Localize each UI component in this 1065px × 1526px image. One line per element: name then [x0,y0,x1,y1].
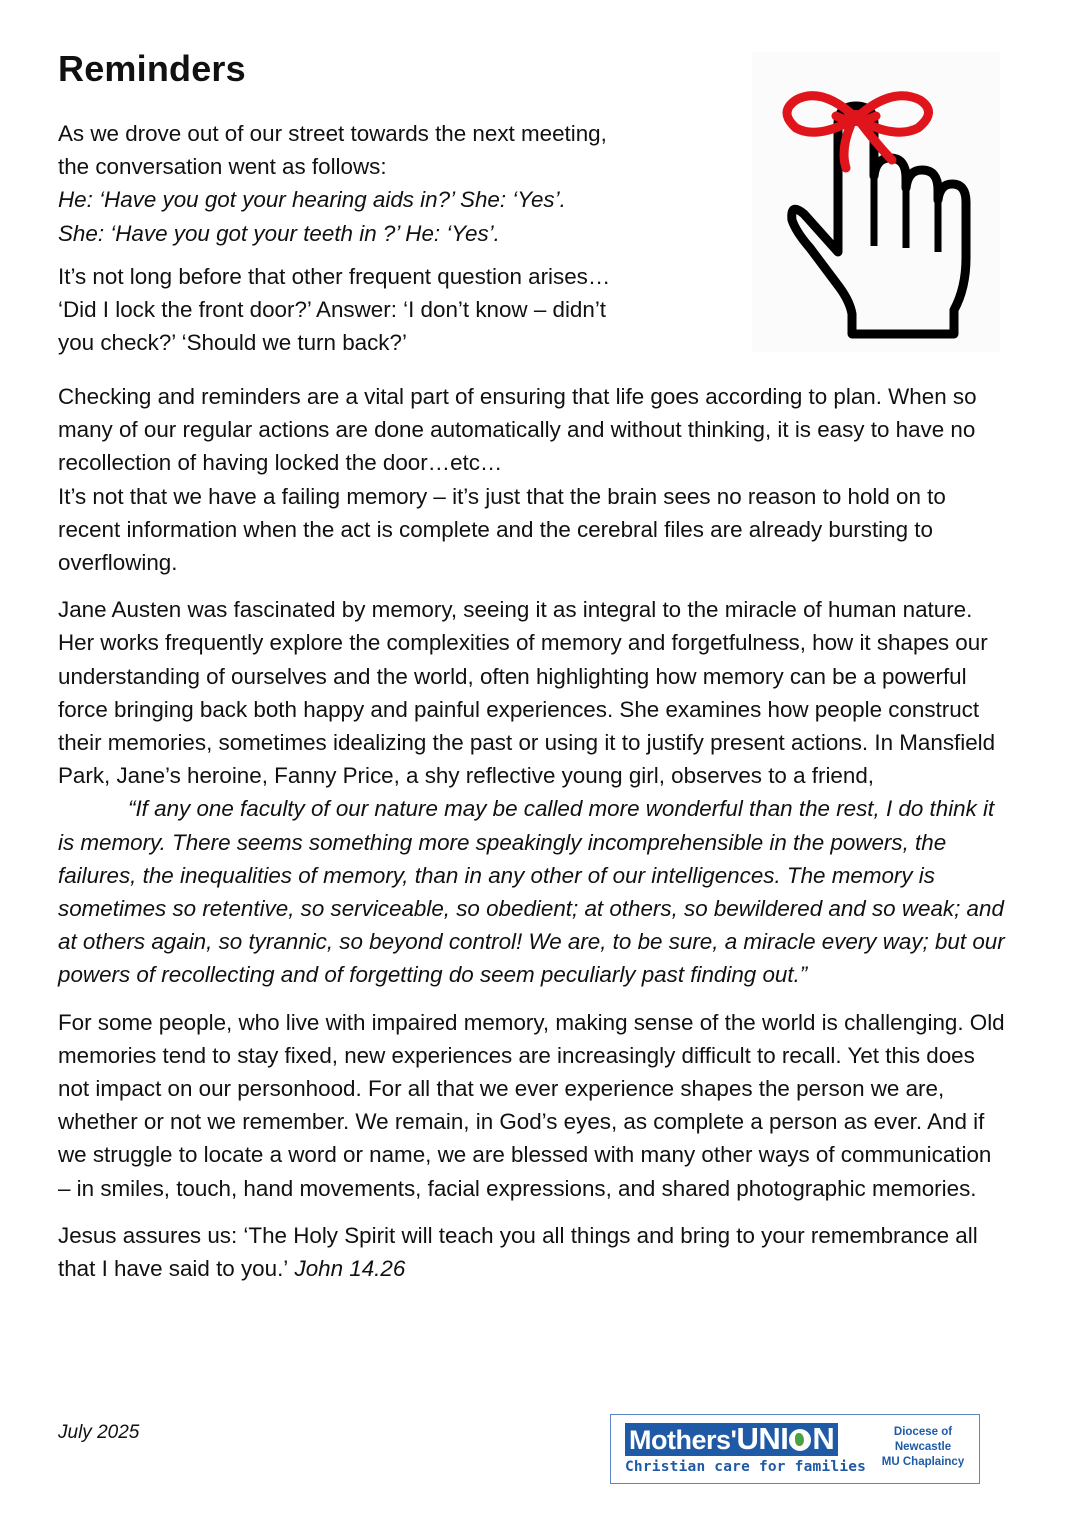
logo-union-part: UNI [736,1421,789,1456]
globe-icon [789,1429,811,1451]
intro-line: As we drove out of our street towards the next meeting, [58,121,607,146]
paragraph-text: Checking and reminders are a vital part of ensuring that life goes according to plan. When so many of our regular actions are done automatically and without thinking, it is easy to have no recollection of having locked the door…etc… [58,384,977,476]
paragraph-text: Jane Austen was fascinated by memory, seeing it as integral to the miracle of human nature. Her works frequently explore the complexities of memory and forgetfulness, how it shapes our understanding of ourselves and the world, often highlighting how memory can be a powerful force bringing back both happy and painful experiences. She examines how people construct their memories, sometimes idealizing the past or using it to justify present actions. In Mansfield Park, Jane’s heroine, Fanny Price, a shy reflective young girl, observes to a friend, [58,597,996,789]
finger-with-red-ribbon-icon [752,52,1000,352]
dialogue-line: He: ‘Have you got your hearing aids in?’ She: ‘Yes’. [58,187,566,213]
paragraph-text: Jesus assures us: ‘The Holy Spirit will teach you all things and bring to your remembrance all that I have said to you.’ [58,1222,978,1282]
intro-line: It’s not long before that other frequent question arises… [58,263,611,289]
intro-section [58,117,758,369]
paragraph-text: For some people, who live with impaired memory, making sense of the world is challenging. Old memories tend to stay fixed, new experiences are increasingly difficult to recall. Yet this does not impact on our personhood. For all that we ever experience shapes the person we are, whether or not we remember. We remain, in God’s eyes, as complete a person as ever. And if we struggle to locate a word or name, we are blessed with many other ways of communication – in smiles, touch, hand movements, facial expressions, and shared photographic memories. [58,1009,1005,1201]
scripture-reference: John 14.26 [288,1256,406,1282]
dialogue-line: She: ‘Have you got your teeth in ?’ He: ‘Yes’. [58,220,500,246]
diocese-line: MU Chaplaincy [881,1456,965,1468]
intro-line: you check?’ ‘Should we turn back?’ [58,330,407,356]
intro-paragraph-2 [58,260,758,360]
mothers-union-logo [610,1414,980,1484]
page-title: Reminders [58,48,246,89]
logo-word-mothers: Mothers' [629,1425,737,1455]
logo-tagline: Christian care for families [625,1459,867,1475]
paragraph-checking [58,380,1008,579]
paragraph-text: It’s not that we have a failing memory – it’s just that the brain sees no reason to hold on to recent information when the act is complete and the cerebral files are already bursting to overflowing. [58,483,946,576]
logo-diocese [873,1425,973,1470]
intro-paragraph-1 [58,117,758,250]
intro-line: ‘Did I lock the front door?’ Answer: ‘I don’t know – didn’t [58,297,607,323]
paragraph-scripture [58,1219,1008,1285]
logo-word-union [736,1421,834,1456]
intro-line: the conversation went as follows: [58,154,387,180]
austen-quote: “If any one faculty of our nature may be called more wonderful than the rest, I do think it is memory. There seems something more speakingly incomprehensible in the powers, the failures, the inequalities of memory, than in any other of our intelligences. The memory is sometimes so retentive, so serviceable, so obedient; at others, so bewildered and so weak; and at others again, so tyrannic, so beyond control! We are, to be sure, a miracle every way; but our powers of recollecting and of forgetting do seem peculiarly past finding out.” [58,796,1005,988]
diocese-line: Newcastle [894,1441,952,1453]
body-section [58,380,1008,1299]
logo-wordmark [625,1423,838,1456]
paragraph-impaired-memory [58,1006,1008,1205]
diocese-line: Diocese of [893,1426,953,1438]
footer-date: July 2025 [58,1422,140,1443]
logo-union-part: N [812,1421,835,1456]
paragraph-jane-austen [58,593,1008,991]
